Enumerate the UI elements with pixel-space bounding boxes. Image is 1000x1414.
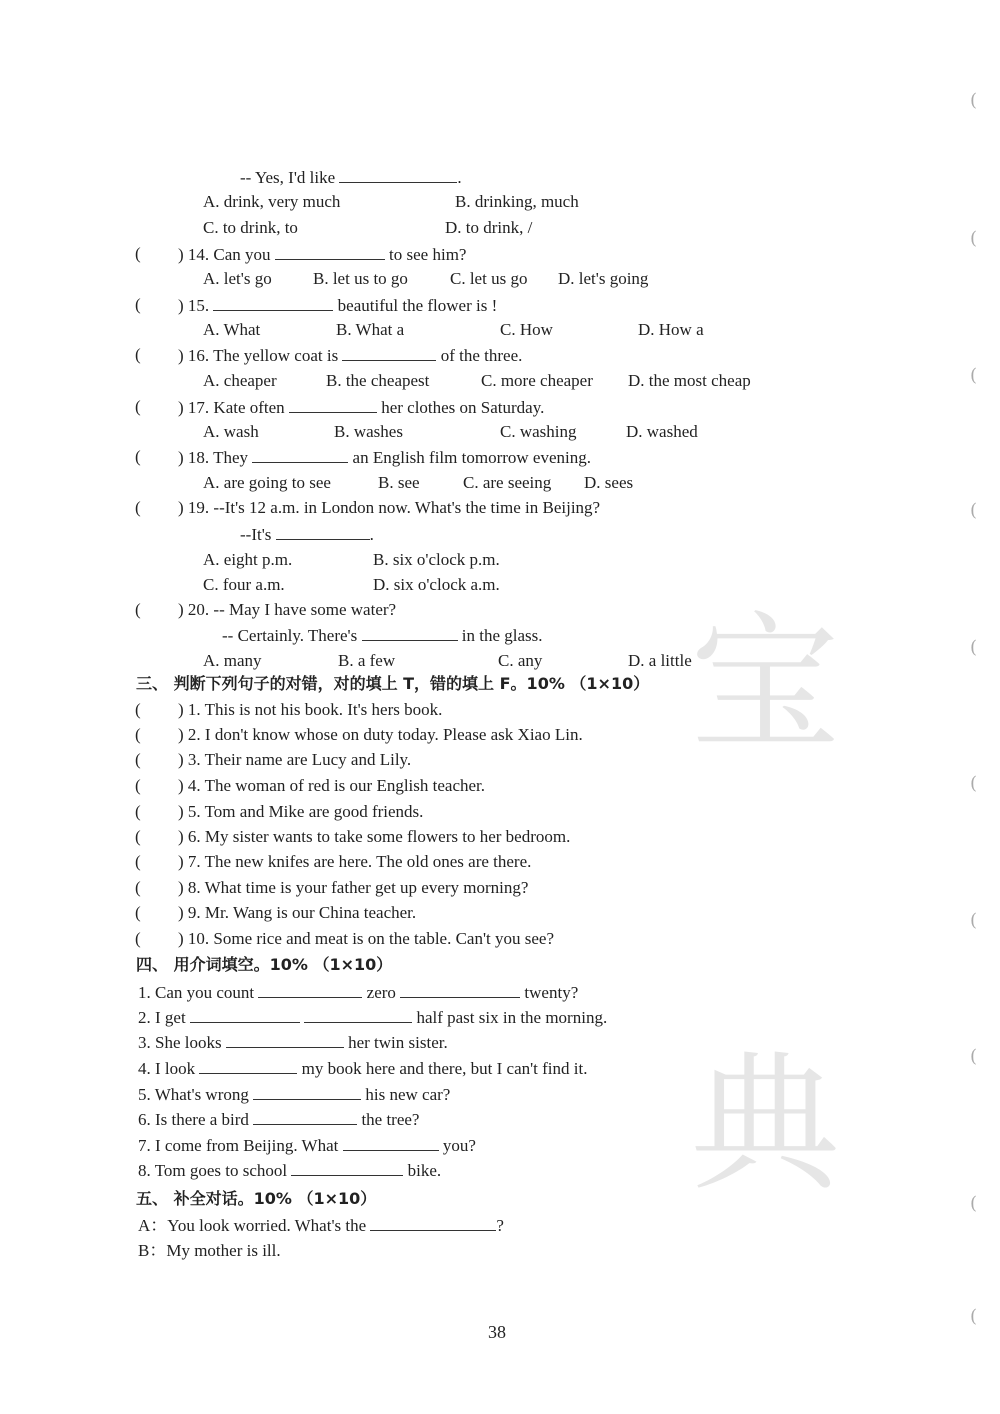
answer-blank[interactable] [400,981,520,998]
option-d: D. sees [584,473,634,492]
preposition-item: 4. I look my book here and there, but I can't find it. [138,1059,588,1078]
binding-mark: ( [970,637,978,658]
answer-paren[interactable]: ( [135,750,141,769]
option-c: C. any [498,651,543,670]
judge-item: ) 7. The new knifes are here. The old ones are there. [178,852,532,871]
option-a: A. many [203,651,262,670]
option-c: C. more cheaper [481,371,593,390]
answer-blank[interactable] [339,166,457,183]
option-d: D. a little [628,651,692,670]
binding-mark: ( [970,910,978,931]
answer-blank[interactable] [289,396,377,413]
answer-paren[interactable]: ( [135,725,141,744]
preposition-item: 7. I come from Beijing. What you? [138,1136,476,1155]
binding-mark: ( [970,773,978,794]
section-5-title: 五、 补全对话。10% （1×10） [136,1189,377,1208]
preposition-item: 6. Is there a bird the tree? [138,1110,420,1129]
dialogue-line-a: A：You look worried. What's the ? [138,1216,504,1235]
answer-paren[interactable]: ( [135,929,141,948]
question-19: ) 19. --It's 12 a.m. in London now. What's the time in Beijing? [178,498,601,517]
judge-item: ) 9. Mr. Wang is our China teacher. [178,903,417,922]
answer-blank[interactable] [291,1159,403,1176]
option-b: B. What a [336,320,405,339]
answer-paren[interactable]: ( [135,345,141,364]
option-b: B. six o'clock p.m. [373,550,500,569]
judge-item: ) 4. The woman of red is our English teacher. [178,776,486,795]
option-d: D. six o'clock a.m. [373,575,500,594]
answer-blank[interactable] [226,1031,344,1048]
binding-mark: ( [970,500,978,521]
answer-blank[interactable] [275,243,385,260]
question-15: ) 15. beautiful the flower is ! [178,296,498,315]
answer-blank[interactable] [190,1006,300,1023]
watermark-char: 宝 [690,598,841,772]
answer-paren[interactable]: ( [135,802,141,821]
page-number: 38 [488,1322,506,1342]
question-19-reply: --It's . [240,525,374,544]
answer-blank[interactable] [252,446,348,463]
option-c: C. are seeing [463,473,552,492]
judge-item: ) 1. This is not his book. It's hers book. [178,700,443,719]
preposition-item: 2. I get half past six in the morning. [138,1008,608,1027]
question-14: ) 14. Can you to see him? [178,245,467,264]
answer-paren[interactable]: ( [135,903,141,922]
binding-mark: ( [970,228,978,249]
option-a: A. are going to see [203,473,331,492]
binding-mark: ( [970,1193,978,1214]
binding-mark: ( [970,90,978,111]
binding-mark: ( [970,365,978,386]
preposition-item: 5. What's wrong his new car? [138,1085,451,1104]
option-a: A. eight p.m. [203,550,293,569]
option-b: B. the cheapest [326,371,430,390]
answer-blank[interactable] [258,981,362,998]
option-b: B. a few [338,651,396,670]
judge-item: ) 5. Tom and Mike are good friends. [178,802,424,821]
answer-blank[interactable] [199,1057,297,1074]
answer-blank[interactable] [362,624,458,641]
option-b: B. see [378,473,420,492]
preposition-item: 8. Tom goes to school bike. [138,1161,442,1180]
watermark-char: 典 [690,1038,841,1212]
option-d: D. How a [638,320,704,339]
answer-blank[interactable] [304,1006,412,1023]
answer-paren[interactable]: ( [135,447,141,466]
option-a: A. wash [203,422,259,441]
option-c: C. four a.m. [203,575,285,594]
judge-item: ) 3. Their name are Lucy and Lily. [178,750,412,769]
answer-paren[interactable]: ( [135,498,141,517]
q13-prompt: -- Yes, I'd like . [240,168,462,187]
answer-paren[interactable]: ( [135,852,141,871]
judge-item: ) 10. Some rice and meat is on the table. Can't you see? [178,929,555,948]
section-3-title: 三、 判断下列句子的对错，对的填上 T，错的填上 F。10% （1×10） [136,674,650,693]
answer-blank[interactable] [253,1083,361,1100]
option-c: C. let us go [450,269,528,288]
question-20-reply: -- Certainly. There's in the glass. [222,626,543,645]
answer-blank[interactable] [370,1214,496,1231]
answer-paren[interactable]: ( [135,776,141,795]
answer-paren[interactable]: ( [135,878,141,897]
binding-mark: ( [970,1306,978,1327]
answer-blank[interactable] [276,523,370,540]
judge-item: ) 8. What time is your father get up every morning? [178,878,529,897]
dialogue-line-b: B：My mother is ill. [138,1241,281,1260]
answer-paren[interactable]: ( [135,827,141,846]
option-b: B. let us to go [313,269,408,288]
answer-paren[interactable]: ( [135,244,141,263]
option-c: C. to drink, to [203,218,298,237]
option-c: C. How [500,320,553,339]
judge-item: ) 6. My sister wants to take some flowers to her bedroom. [178,827,571,846]
option-a: A. drink, very much [203,192,341,211]
question-16: ) 16. The yellow coat is of the three. [178,346,523,365]
preposition-item: 3. She looks her twin sister. [138,1033,448,1052]
option-a: A. What [203,320,261,339]
option-d: D. the most cheap [628,371,751,390]
option-d: D. let's going [558,269,649,288]
question-20: ) 20. -- May I have some water? [178,600,397,619]
option-d: D. washed [626,422,698,441]
answer-blank[interactable] [343,1134,439,1151]
preposition-item: 1. Can you count zero twenty? [138,983,579,1002]
option-b: B. drinking, much [455,192,579,211]
answer-paren[interactable]: ( [135,295,141,314]
answer-blank[interactable] [253,1108,357,1125]
option-a: A. let's go [203,269,272,288]
option-b: B. washes [334,422,403,441]
question-18: ) 18. They an English film tomorrow evening. [178,448,591,467]
answer-paren[interactable]: ( [135,600,141,619]
answer-blank[interactable] [213,294,333,311]
option-a: A. cheaper [203,371,277,390]
option-d: D. to drink, / [445,218,533,237]
judge-item: ) 2. I don't know whose on duty today. Please ask Xiao Lin. [178,725,583,744]
question-17: ) 17. Kate often her clothes on Saturday. [178,398,545,417]
option-c: C. washing [500,422,577,441]
answer-blank[interactable] [342,344,436,361]
answer-paren[interactable]: ( [135,700,141,719]
section-4-title: 四、 用介词填空。10% （1×10） [136,955,393,974]
binding-mark: ( [970,1046,978,1067]
answer-paren[interactable]: ( [135,397,141,416]
